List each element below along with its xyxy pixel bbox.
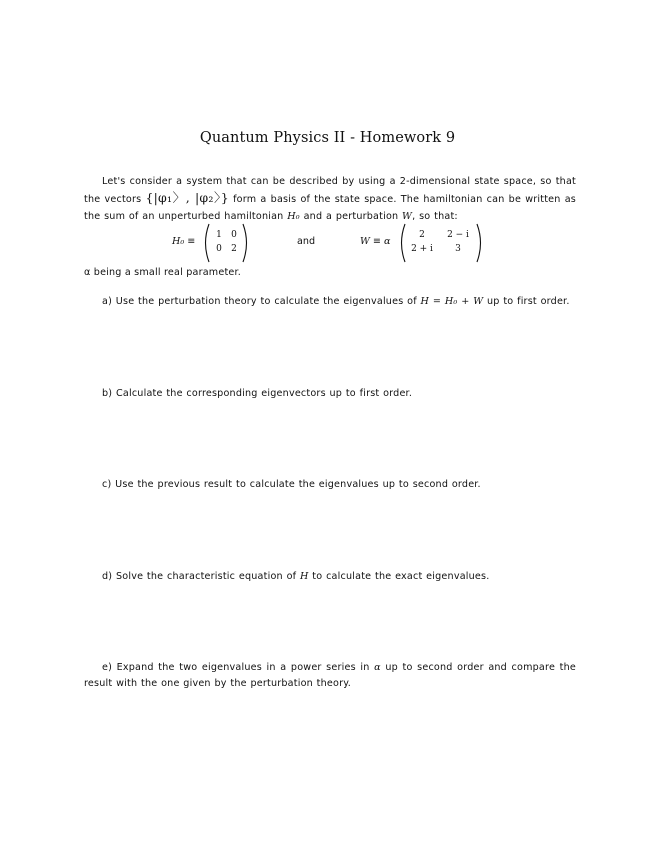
h0-right-paren bbox=[241, 223, 251, 263]
question-c-text: c) Use the previous result to calculate the eigenvalues up to second order. bbox=[102, 479, 481, 490]
question-a-math: H = H₀ + W bbox=[420, 296, 484, 307]
w-right-paren bbox=[475, 223, 485, 263]
w-left-paren bbox=[397, 223, 407, 263]
intro-text-2: form a basis of the state space. The hamiltonian can be written as the sum of an unperturbed hamiltonian bbox=[84, 194, 576, 222]
intro-text-4: , so that: bbox=[412, 210, 458, 222]
question-d-text: d) Solve the characteristic equation of bbox=[102, 571, 300, 582]
w-cell: 2 − i bbox=[447, 230, 469, 240]
w-symbol: W bbox=[402, 210, 413, 222]
h0-left-paren bbox=[201, 223, 211, 263]
question-c bbox=[84, 477, 576, 493]
h0-cell: 2 bbox=[231, 244, 237, 254]
intro-text-1: Let's consider a system that can be described by using a 2-dimensional state space, so that the vectors bbox=[84, 176, 576, 206]
w-definition-label: W ≡ α bbox=[360, 236, 391, 247]
hamiltonian-equations bbox=[0, 222, 655, 264]
w-cell: 2 bbox=[419, 230, 425, 240]
question-d-math: H bbox=[299, 571, 309, 582]
h0-definition-label: H₀ ≡ bbox=[172, 236, 196, 247]
page-title: Quantum Physics II - Homework 9 bbox=[199, 130, 456, 146]
question-a bbox=[84, 294, 576, 310]
question-e-text: e) Expand the two eigenvalues in a power series in bbox=[102, 662, 375, 673]
w-cell: 2 + i bbox=[411, 244, 433, 254]
question-e bbox=[84, 660, 576, 692]
h0-cell: 0 bbox=[231, 230, 237, 240]
w-cell: 3 bbox=[455, 244, 461, 254]
intro-paragraph bbox=[84, 174, 576, 225]
question-a-text: a) Use the perturbation theory to calculate the eigenvalues of bbox=[102, 296, 421, 307]
question-e-text-end: up to second order and compare the result with the one given by the perturbation theory. bbox=[84, 662, 576, 689]
intro-text-3: and a perturbation bbox=[299, 210, 403, 222]
question-d-text-end: to calculate the exact eigenvalues. bbox=[308, 571, 490, 582]
basis-set: {|φ₁〉, |φ₂〉} bbox=[145, 190, 229, 206]
question-e-alpha: α bbox=[374, 662, 381, 673]
h0-cell: 0 bbox=[216, 244, 222, 254]
alpha-note: α being a small real parameter. bbox=[84, 267, 242, 278]
question-b-text: b) Calculate the corresponding eigenvectors up to first order. bbox=[102, 388, 413, 399]
question-a-text-end: up to first order. bbox=[483, 296, 570, 307]
question-d bbox=[84, 569, 576, 585]
question-b bbox=[84, 386, 576, 402]
h0-cell: 1 bbox=[216, 230, 222, 240]
h0-symbol: H₀ bbox=[287, 210, 300, 222]
and-word: and bbox=[297, 236, 316, 247]
